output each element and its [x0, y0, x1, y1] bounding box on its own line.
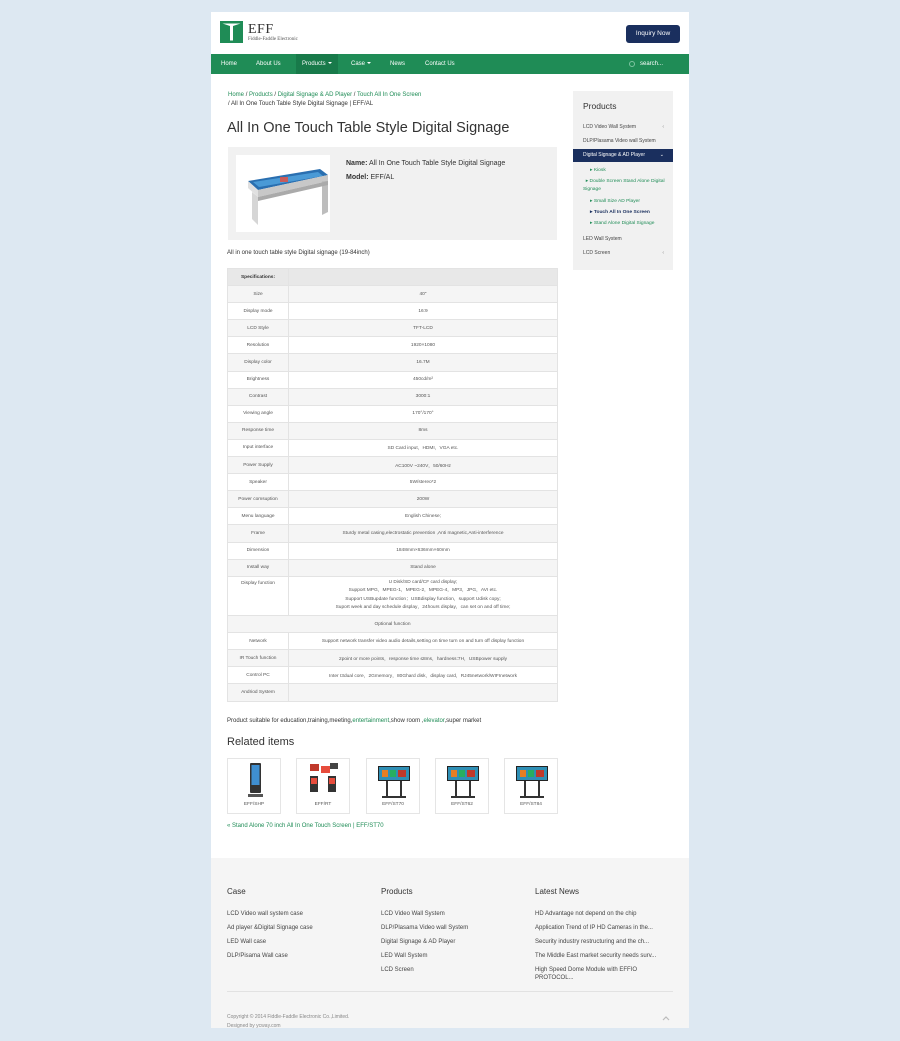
nav-about-us[interactable]: About Us — [256, 61, 281, 67]
footer-products-title: Products — [381, 887, 413, 896]
stand-screen-image — [445, 762, 481, 800]
sidebar-subitem-stand-alone[interactable]: ▸ Stand Alone Digital Signage — [590, 221, 655, 226]
spec-row — [228, 633, 558, 650]
spec-row — [228, 576, 558, 615]
spec-value: 16:9 — [289, 303, 558, 320]
spec-value: AC100V ~240V，50/60Hz — [289, 457, 558, 474]
footer-link[interactable]: DLP/Plasama Video wall System — [381, 925, 469, 931]
sidebar-subitem-double-screen[interactable]: ▸ Double Screen Stand Alone Digital Signage — [583, 179, 665, 192]
spec-value: SD Card input，HDMI，VGA etc. — [289, 439, 558, 456]
spec-key: Network — [228, 633, 289, 650]
related-item-eff-st62[interactable]: EFF/ST62 — [435, 758, 489, 814]
spec-value: 450cd/m² — [289, 371, 558, 388]
inquiry-now-button[interactable]: Inquiry Now — [626, 25, 680, 43]
product-name: All In One Touch Table Style Digital Signage — [368, 160, 506, 167]
spec-row — [228, 667, 558, 684]
spec-value-multiline: U Disk/SD card/CF card display; Support MPG，MPEG-1，MPEG-2，MPEG-4，MP3，JPG，AVI etc. Support USBupdate function；USBdisplay function，support Udisk copy; Suport week and day schedule display，24hours display，can set on and off time; — [289, 576, 558, 615]
spec-key: LCD Style — [228, 320, 289, 337]
logo-icon[interactable] — [220, 21, 243, 43]
spec-row — [228, 303, 558, 320]
sidebar-title: Products — [583, 101, 617, 111]
spec-row — [228, 508, 558, 525]
related-items-title: Related items — [227, 736, 295, 748]
stand-screen-image — [514, 762, 550, 800]
spec-row — [228, 439, 558, 456]
related-item-eff-shp[interactable]: EFF/SHP — [227, 758, 281, 814]
spec-row — [228, 320, 558, 337]
footer-news-link[interactable]: Security industry restructuring and the ch... — [535, 939, 650, 945]
spec-row-optional — [228, 616, 558, 633]
product-model: EFF/AL — [370, 174, 395, 181]
footer-news-link[interactable]: High Speed Dome Module with EFFIO PROTOCOL... — [535, 967, 638, 981]
spec-value: 5W/stereo*2 — [289, 474, 558, 491]
sidebar-item-lcd-video-wall[interactable]: LCD Video Wall System ‹ — [583, 124, 664, 130]
spec-key: Brightness — [228, 371, 289, 388]
related-item-eff-st84[interactable]: EFF/ST84 — [504, 758, 558, 814]
spec-value: 8ms — [289, 422, 558, 439]
spec-key: Resolution — [228, 337, 289, 354]
optional-function-header: Optional function — [228, 616, 558, 633]
footer-news-link[interactable]: HD Advantage not depend on the chip — [535, 911, 637, 917]
spec-row — [228, 525, 558, 542]
main-nav — [211, 54, 689, 74]
spec-row — [228, 371, 558, 388]
logo-name[interactable]: EFF — [248, 22, 274, 37]
spec-key: Speaker — [228, 474, 289, 491]
product-info: Name: All In One Touch Table Style Digital Signage Model: EFF/AL — [346, 160, 506, 181]
breadcrumb-category[interactable]: Digital Signage & AD Player — [277, 92, 353, 98]
footer-link[interactable]: LCD Screen — [381, 967, 414, 973]
spec-value: 16.7M — [289, 354, 558, 371]
spec-header-empty — [289, 269, 558, 286]
product-summary — [228, 147, 557, 240]
breadcrumb-current: All In One Touch Table Style Digital Signage | EFF/AL — [231, 101, 374, 107]
page-container — [211, 12, 689, 1028]
back-to-top-icon[interactable] — [662, 1015, 670, 1021]
spec-row — [228, 650, 558, 667]
sidebar-subitem-touch-all-in-one[interactable]: ▸ Touch All In One Screen — [590, 210, 650, 215]
product-intro: All in one touch table style Digital signage (19-84inch) — [227, 250, 370, 256]
footer-link[interactable]: LED Wall System — [381, 953, 428, 959]
spec-value: 40" — [289, 286, 558, 303]
spec-header-cell: Specifications: — [228, 269, 289, 286]
nav-contact-us[interactable]: Contact Us — [425, 61, 455, 67]
spec-value: 200W — [289, 491, 558, 508]
spec-value: 2point or more points，response time ≤8ms，hardness:7H，USBpower supply — [289, 650, 558, 667]
footer-news-link[interactable]: The Middle East market security needs surv... — [535, 953, 657, 959]
footer-link[interactable]: LED Wall case — [227, 939, 267, 945]
caret-down-icon — [328, 62, 332, 64]
previous-product-link[interactable]: « Stand Alone 70 inch All In One Touch Screen | EFF/ST70 — [227, 823, 384, 829]
chevron-down-icon: ⌄ — [659, 152, 664, 158]
spec-key: Display mode — [228, 303, 289, 320]
spec-value: English Chinese; — [289, 508, 558, 525]
footer-link[interactable]: Ad player &Digital Signage case — [227, 925, 313, 931]
spec-row — [228, 559, 558, 576]
spec-value: 170°/170° — [289, 405, 558, 422]
spec-row — [228, 269, 558, 286]
spec-value: 1920×1080 — [289, 337, 558, 354]
spec-key: Display color — [228, 354, 289, 371]
spec-row — [228, 542, 558, 559]
footer-news-link[interactable]: Application Trend of IP HD Cameras in the... — [535, 925, 653, 931]
spec-row — [228, 457, 558, 474]
copyright: Copyright © 2014 Fiddle-Faddle Electronic Co.,Limited. Designed by ycway.com — [227, 1014, 350, 1029]
spec-key: Display function — [228, 576, 289, 615]
spec-key: Contrast — [228, 388, 289, 405]
nav-products[interactable]: Products — [296, 54, 338, 74]
spec-row — [228, 405, 558, 422]
spec-key: Power Supply — [228, 457, 289, 474]
spec-value: Inter I3dual core，2Gmemory，80Ghard disk，display card，RJ45network/WIFInetwork — [289, 667, 558, 684]
sidebar-products — [573, 91, 673, 270]
spec-key: Control PC — [228, 667, 289, 684]
spec-row — [228, 474, 558, 491]
product-suitable-text: Product suitable for education,training,meeting,entertainment,show room ,elevator,super market — [227, 718, 482, 724]
site-footer — [211, 858, 689, 1028]
spec-value: Stand alone — [289, 559, 558, 576]
spec-key: Input interface — [228, 439, 289, 456]
related-item-eff-st70[interactable]: EFF/ST70 — [366, 758, 420, 814]
sidebar-item-digital-signage[interactable]: Digital Signage & AD Player ⌄ — [573, 149, 673, 162]
caret-down-icon — [367, 62, 371, 64]
breadcrumb: Home / Products / Digital Signage & AD Player / Touch All In One Screen / All In One Touch Table Style Digital Signage | EFF/AL — [228, 92, 422, 107]
page-title: All In One Touch Table Style Digital Signage — [227, 120, 510, 136]
nav-case[interactable]: Case — [351, 54, 371, 74]
chevron-icon: ‹ — [662, 250, 664, 256]
kiosk-image — [237, 762, 273, 800]
spec-key: Response time — [228, 422, 289, 439]
footer-link[interactable]: Digital Signage & AD Player — [381, 939, 456, 945]
spec-value: TFT-LCD — [289, 320, 558, 337]
signage-image — [306, 762, 342, 800]
spec-key: Andriod System — [228, 684, 289, 701]
sidebar-item-led-wall[interactable]: LED Wall System — [583, 236, 622, 242]
spec-value — [289, 684, 558, 701]
sidebar-subitem-small-size[interactable]: ▸ Small Size AD Player — [590, 199, 641, 204]
chevron-icon: ‹ — [662, 124, 664, 130]
spec-key: Dimension — [228, 542, 289, 559]
footer-link[interactable]: LCD Video Wall System — [381, 911, 445, 917]
spec-key: Frame — [228, 525, 289, 542]
spec-key: IR Touch function — [228, 650, 289, 667]
spec-key: Power comsuption — [228, 491, 289, 508]
spec-table — [227, 268, 558, 702]
sidebar-subitem-kiosk[interactable]: ▸ Kiosk — [590, 168, 606, 173]
spec-value: Sturdy metal casing,electrostatic prevention ,Anti magnetic,Anti-interference — [289, 525, 558, 542]
spec-key: Viewing angle — [228, 405, 289, 422]
link-entertainment[interactable]: entertainment — [352, 718, 390, 724]
search-input[interactable]: search... — [626, 58, 684, 70]
sidebar-item-dlp-plasama[interactable]: DLP/Plasama Video wall System — [583, 138, 656, 144]
link-elevator[interactable]: elevator — [423, 718, 445, 724]
related-item-eff-rt[interactable]: EFF/RT — [296, 758, 350, 814]
spec-value: 3000:1 — [289, 388, 558, 405]
spec-value: Support network transfer video audio details,setting on time turn on and turn off display function — [289, 633, 558, 650]
search-icon — [629, 61, 635, 67]
spec-key: Size — [228, 286, 289, 303]
breadcrumb-products[interactable]: Products — [249, 92, 273, 98]
spec-key: Menu language — [228, 508, 289, 525]
product-image[interactable] — [236, 155, 330, 232]
footer-case-title: Case — [227, 887, 246, 896]
breadcrumb-subcategory[interactable]: Touch All In One Screen — [357, 92, 422, 98]
spec-row — [228, 388, 558, 405]
spec-row — [228, 354, 558, 371]
spec-row — [228, 422, 558, 439]
spec-row — [228, 491, 558, 508]
logo-subtitle: Fiddle-Faddle Electronic — [248, 37, 298, 42]
footer-divider — [227, 991, 673, 992]
stand-screen-image — [376, 762, 412, 800]
nav-home[interactable]: Home — [221, 61, 238, 67]
spec-key: Install way — [228, 559, 289, 576]
sidebar-item-lcd-screen[interactable]: LCD Screen ‹ — [583, 250, 664, 256]
nav-news[interactable]: News — [390, 61, 406, 67]
footer-link[interactable]: LCD Video wall system case — [227, 911, 303, 917]
spec-row — [228, 684, 558, 701]
site-header — [211, 12, 689, 54]
footer-news-title: Latest News — [535, 887, 580, 896]
spec-value: 1848mm×636mm×60mm — [289, 542, 558, 559]
spec-row — [228, 286, 558, 303]
breadcrumb-home[interactable]: Home — [228, 92, 245, 98]
spec-row — [228, 337, 558, 354]
footer-link[interactable]: DLP/Pisama Wall case — [227, 953, 288, 959]
